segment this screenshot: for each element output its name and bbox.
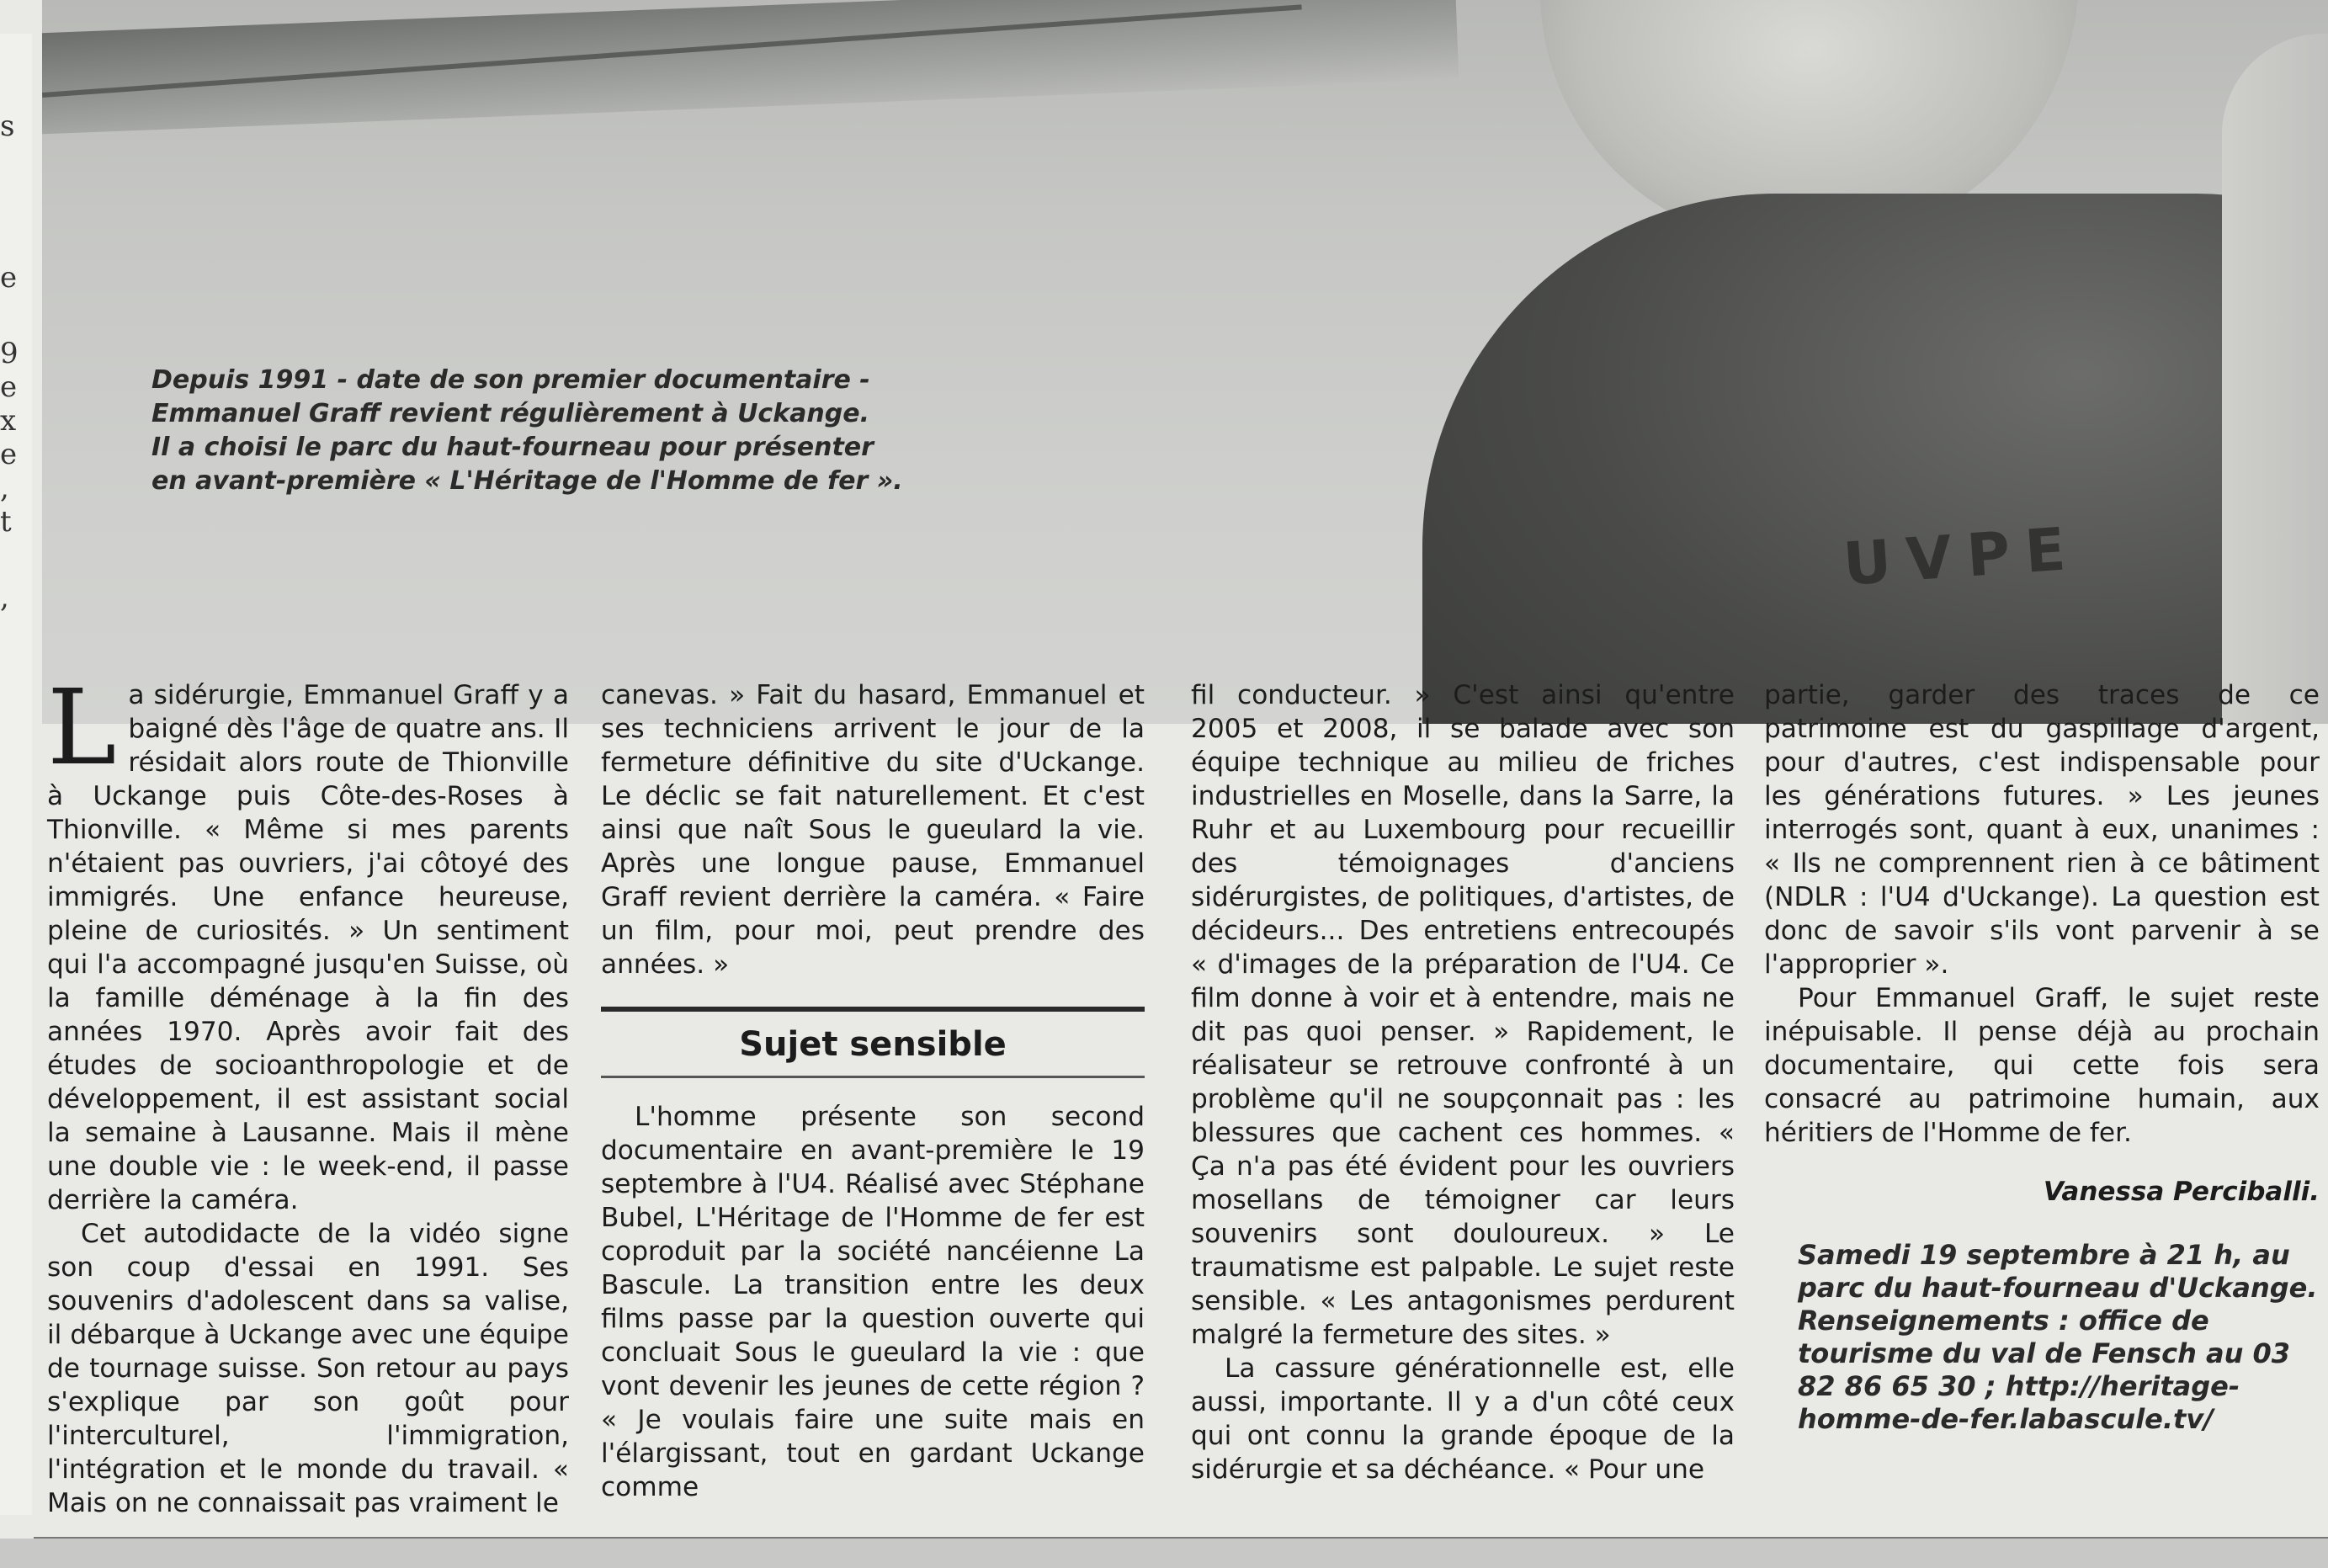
margin-letter: e <box>0 261 18 295</box>
author-signature: Vanessa Perciballi. <box>2043 1177 2320 1207</box>
margin-letter: x <box>0 404 17 438</box>
article-photo <box>42 0 2328 724</box>
paragraph: fil conducteur. » C'est ainsi qu'entre 2005 et 2008, il se balade avec son équipe technique au milieu de friches industrielles en Moselle, dans la Sarre, la Ruhr et au Luxembourg pour recueillir des témoignages d'anciens sidérurgistes, de politiques, d'artistes, de décideurs... Des entretiens entrecoupés « d'images de la préparation de l'U4. Ce film donne à voir et à entendre, mais ne dit pas quoi penser. » Rapidement, le réalisateur se retrouve confronté à un problème qu'il ne soupçonnait pas : les blessures que cachent ces hommes. « Ça n'a pas été évident pour les ouvriers mosellans de témoigner car leurs souvenirs sont douloureux. » Le traumatisme est palpable. Le sujet reste sensible. « Les antagonismes perdurent malgré la fermeture des sites. » <box>1191 680 1735 1350</box>
subheading: Sujet sensible <box>739 1025 1007 1064</box>
article-column-3 <box>1191 678 1735 1486</box>
adjacent-column-fragment <box>0 34 32 1515</box>
caption-line: Emmanuel Graff revient régulièrement à Uckange. <box>151 399 869 428</box>
event-info: Samedi 19 septembre à 21 h, au parc du haut-fourneau d'Uckange. Renseignements : office de tourisme du val de Fensch au 03 82 86 65 30 ; http://heritage-homme-de-fer.labascule.tv/ <box>1798 1239 2318 1435</box>
paragraph: partie, garder des traces de ce patrimoine est du gaspillage d'argent, pour d'autres, c'est indispensable pour les générations futures. » Les jeunes interrogés sont, quant à eux, unanimes : « Ils ne comprennent rien à ce bâtiment (NDLR : l'U4 d'Uckange). La question est donc de savoir s'ils vont parvenir à se l'approprier ». <box>1764 680 2320 980</box>
paragraph: La cassure générationnelle est, elle aussi, importante. Il y a d'un côté ceux qui ont connu la grande époque de la sidérurgie et sa déchéance. « Pour une <box>1191 1353 1735 1485</box>
subheading-rule <box>601 1007 1145 1012</box>
margin-letter: , <box>0 471 9 505</box>
margin-letter: t <box>0 505 12 539</box>
article-column-4 <box>1764 678 2320 1436</box>
margin-letter: e <box>0 438 18 471</box>
caption-line: Depuis 1991 - date de son premier documentaire - <box>151 365 870 395</box>
photo-railing <box>42 0 1459 135</box>
photo-caption <box>151 364 1060 498</box>
caption-line: Il a choisi le parc du haut-fourneau pour présenter <box>151 433 874 462</box>
photo-person-shirt <box>1422 194 2328 724</box>
shirt-print: UVPE <box>1841 513 2083 599</box>
subheading-rule <box>601 1076 1145 1078</box>
margin-letter: s <box>0 109 15 143</box>
drop-cap: L <box>47 667 117 789</box>
article-column-1 <box>47 667 569 1520</box>
article-column-2 <box>601 678 1145 1504</box>
paragraph: Pour Emmanuel Graff, le sujet reste inépuisable. Il pense déjà au prochain documentaire, qui cette fois sera consacré au patrimoine humain, aux héritiers de l'Homme de fer. <box>1764 983 2320 1148</box>
photo-person-arm <box>2222 34 2328 724</box>
bottom-band <box>0 1539 2328 1568</box>
margin-letter: e <box>0 370 18 404</box>
margin-letter: , <box>0 581 9 614</box>
paragraph: Cet autodidacte de la vidéo signe son coup d'essai en 1991. Ses souvenirs d'adolescent dans sa valise, il débarque à Uckange avec une équipe de tournage suisse. Son retour au pays s'explique par son goût pour l'interculturel, l'immigration, l'intégration et le monde du travail. « Mais on ne connaissait pas vraiment le <box>47 1219 569 1518</box>
caption-line: en avant-première « L'Héritage de l'Homme de fer ». <box>151 466 903 496</box>
paragraph: canevas. » Fait du hasard, Emmanuel et ses techniciens arrivent le jour de la fermeture définitive du site d'Uckange. Le déclic se fait naturellement. Et c'est ainsi que naît Sous le gueulard la vie. Après une longue pause, Emmanuel Graff revient derrière la caméra. « Faire un film, pour moi, peut prendre des années. » <box>601 680 1145 980</box>
paragraph: L'homme présente son second documentaire en avant-première le 19 septembre à l'U4. Réalisé avec Stéphane Bubel, L'Héritage de l'Homme de fer est coproduit par la société nancéienne La Bascule. La transition entre les deux films passe par la question ouverte qui concluait Sous le gueulard la vie : que vont devenir les jeunes de cette région ? « Je voulais faire une suite mais en l'élargissant, tout en gardant Uckange comme <box>601 1102 1145 1502</box>
paragraph: a sidérurgie, Emmanuel Graff y a baigné dès l'âge de quatre ans. Il résidait alors route de Thionville à Uckange puis Côte-des-Roses à Thionville. « Même si mes parents n'étaient pas ouvriers, j'ai côtoyé des immigrés. Une enfance heureuse, pleine de curiosités. » Un sentiment qui l'a accompagné jusqu'en Suisse, où la famille déménage à la fin des années 1970. Après avoir fait des études de socioanthropologie et de développement, il est assistant social la semaine à Lausanne. Mais il mène une double vie : le week-end, il passe derrière la caméra. <box>47 680 569 1215</box>
margin-letter: 9 <box>0 337 19 370</box>
subheading-block <box>601 1007 1145 1078</box>
